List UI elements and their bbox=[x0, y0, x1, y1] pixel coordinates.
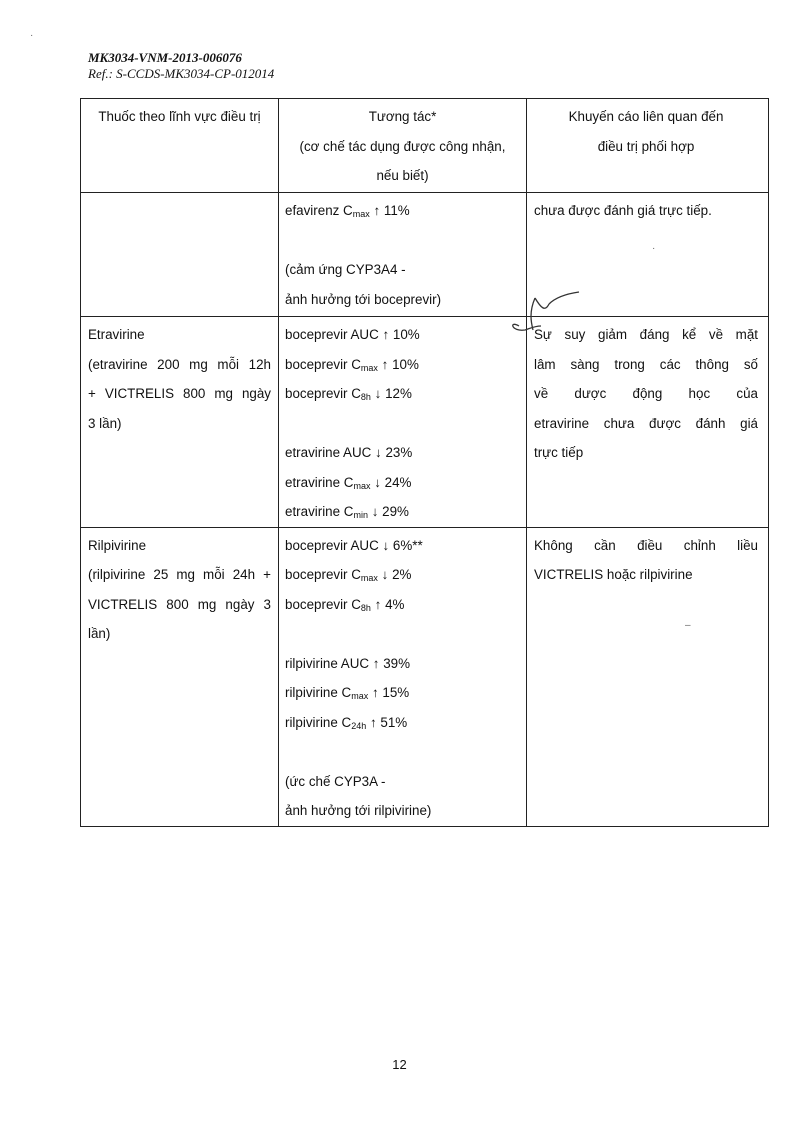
scan-speck: · bbox=[30, 30, 34, 41]
drug-interaction-table bbox=[80, 98, 769, 827]
header-interaction-subtitle: nếu biết) bbox=[376, 168, 429, 183]
recommendation-cell bbox=[527, 317, 769, 528]
drug-name: Rilpivirine bbox=[88, 537, 147, 553]
interaction-line: efavirenz $C_{max}$ ↑ 11% bbox=[285, 203, 410, 219]
drug-dosing-line: VICTRELIS 800 mg ngày 3 bbox=[88, 596, 271, 612]
drug-cell bbox=[81, 317, 279, 528]
interaction-line: boceprevir $C_{max}$ ↑ 10% bbox=[285, 356, 419, 373]
interaction-cell bbox=[279, 193, 527, 317]
header-interaction-subtitle: (cơ chế tác dụng được công nhận, bbox=[299, 138, 506, 154]
interaction-line: boceprevir AUC ↓ 6%** bbox=[285, 537, 423, 553]
table-header-row bbox=[81, 99, 769, 193]
recommendation-line: trực tiếp bbox=[534, 445, 584, 460]
interaction-line: rilpivirine $C_{24h}$ ↑ 51% bbox=[285, 714, 408, 731]
interaction-cell bbox=[279, 527, 527, 826]
drug-dosing-line: + VICTRELIS 800 mg ngày bbox=[88, 386, 271, 401]
recommendation-line: về dược động học của bbox=[534, 386, 758, 401]
header-interaction-label: Tương tác* bbox=[368, 109, 437, 124]
interaction-line: rilpivirine $C_{max}$ ↑ 15% bbox=[285, 685, 410, 701]
drug-dosing-line: lần) bbox=[88, 626, 111, 641]
interaction-line: etravirine $C_{min}$ ↓ 29% bbox=[285, 504, 409, 520]
header-cell-recommendation bbox=[527, 99, 769, 193]
drug-dosing-line: 3 lần) bbox=[88, 415, 122, 431]
interaction-line: ảnh hưởng tới boceprevir) bbox=[285, 291, 442, 307]
handwritten-initials bbox=[505, 290, 585, 342]
interaction-line: (ức chế CYP3A - bbox=[285, 773, 386, 789]
header-cell-drug bbox=[81, 99, 279, 193]
drug-dosing-line: (rilpivirine 25 mg mỗi 24h + bbox=[88, 567, 271, 582]
drug-cell bbox=[81, 193, 279, 317]
interaction-line: rilpivirine AUC ↑ 39% bbox=[285, 655, 411, 671]
drug-dosing-line: (etravirine 200 mg mỗi 12h bbox=[88, 356, 271, 372]
drug-name: Etravirine bbox=[88, 327, 145, 342]
header-cell-interaction bbox=[279, 99, 527, 193]
interaction-cell bbox=[279, 317, 527, 528]
table-row bbox=[81, 193, 769, 317]
document-reference: Ref.: S-CCDS-MK3034-CP-012014 bbox=[88, 66, 275, 81]
scan-speck: ‒ bbox=[685, 620, 691, 631]
document-code: MK3034-VNM-2013-006076 bbox=[88, 50, 242, 65]
header-recommendation-label: điều trị phối hợp bbox=[597, 138, 695, 154]
table-row bbox=[81, 527, 769, 826]
recommendation-line: chưa được đánh giá trực tiếp. bbox=[534, 203, 712, 218]
interaction-line: boceprevir $C_{max}$ ↓ 2% bbox=[285, 567, 412, 583]
table-row bbox=[81, 317, 769, 528]
recommendation-line: Không cần điều chỉnh liều bbox=[534, 537, 758, 553]
recommendation-cell bbox=[527, 527, 769, 826]
recommendation-line: VICTRELIS hoặc rilpivirine bbox=[534, 567, 693, 582]
interaction-line: boceprevir AUC ↑ 10% bbox=[285, 327, 420, 342]
recommendation-line: Sự suy giảm đáng kể về mặt bbox=[534, 327, 758, 342]
interaction-line: (cảm ứng CYP3A4 - bbox=[285, 262, 406, 277]
header-recommendation-label: Khuyến cáo liên quan đến bbox=[568, 109, 724, 124]
drug-cell bbox=[81, 527, 279, 826]
recommendation-line: etravirine chưa được đánh giá bbox=[534, 415, 758, 431]
page-number: 12 bbox=[392, 1057, 407, 1072]
scan-speck: · bbox=[652, 243, 656, 254]
interaction-line: boceprevir $C_{8h}$ ↓ 12% bbox=[285, 386, 412, 402]
recommendation-line: lâm sàng trong các thông số bbox=[534, 356, 758, 372]
header-drug-label: Thuốc theo lĩnh vực điều trị bbox=[98, 109, 261, 124]
interaction-line: etravirine AUC ↓ 23% bbox=[285, 445, 413, 460]
interaction-line: ảnh hưởng tới rilpivirine) bbox=[285, 803, 432, 818]
interaction-line: etravirine $C_{max}$ ↓ 24% bbox=[285, 474, 412, 491]
interaction-line: boceprevir $C_{8h}$ ↑ 4% bbox=[285, 596, 405, 613]
